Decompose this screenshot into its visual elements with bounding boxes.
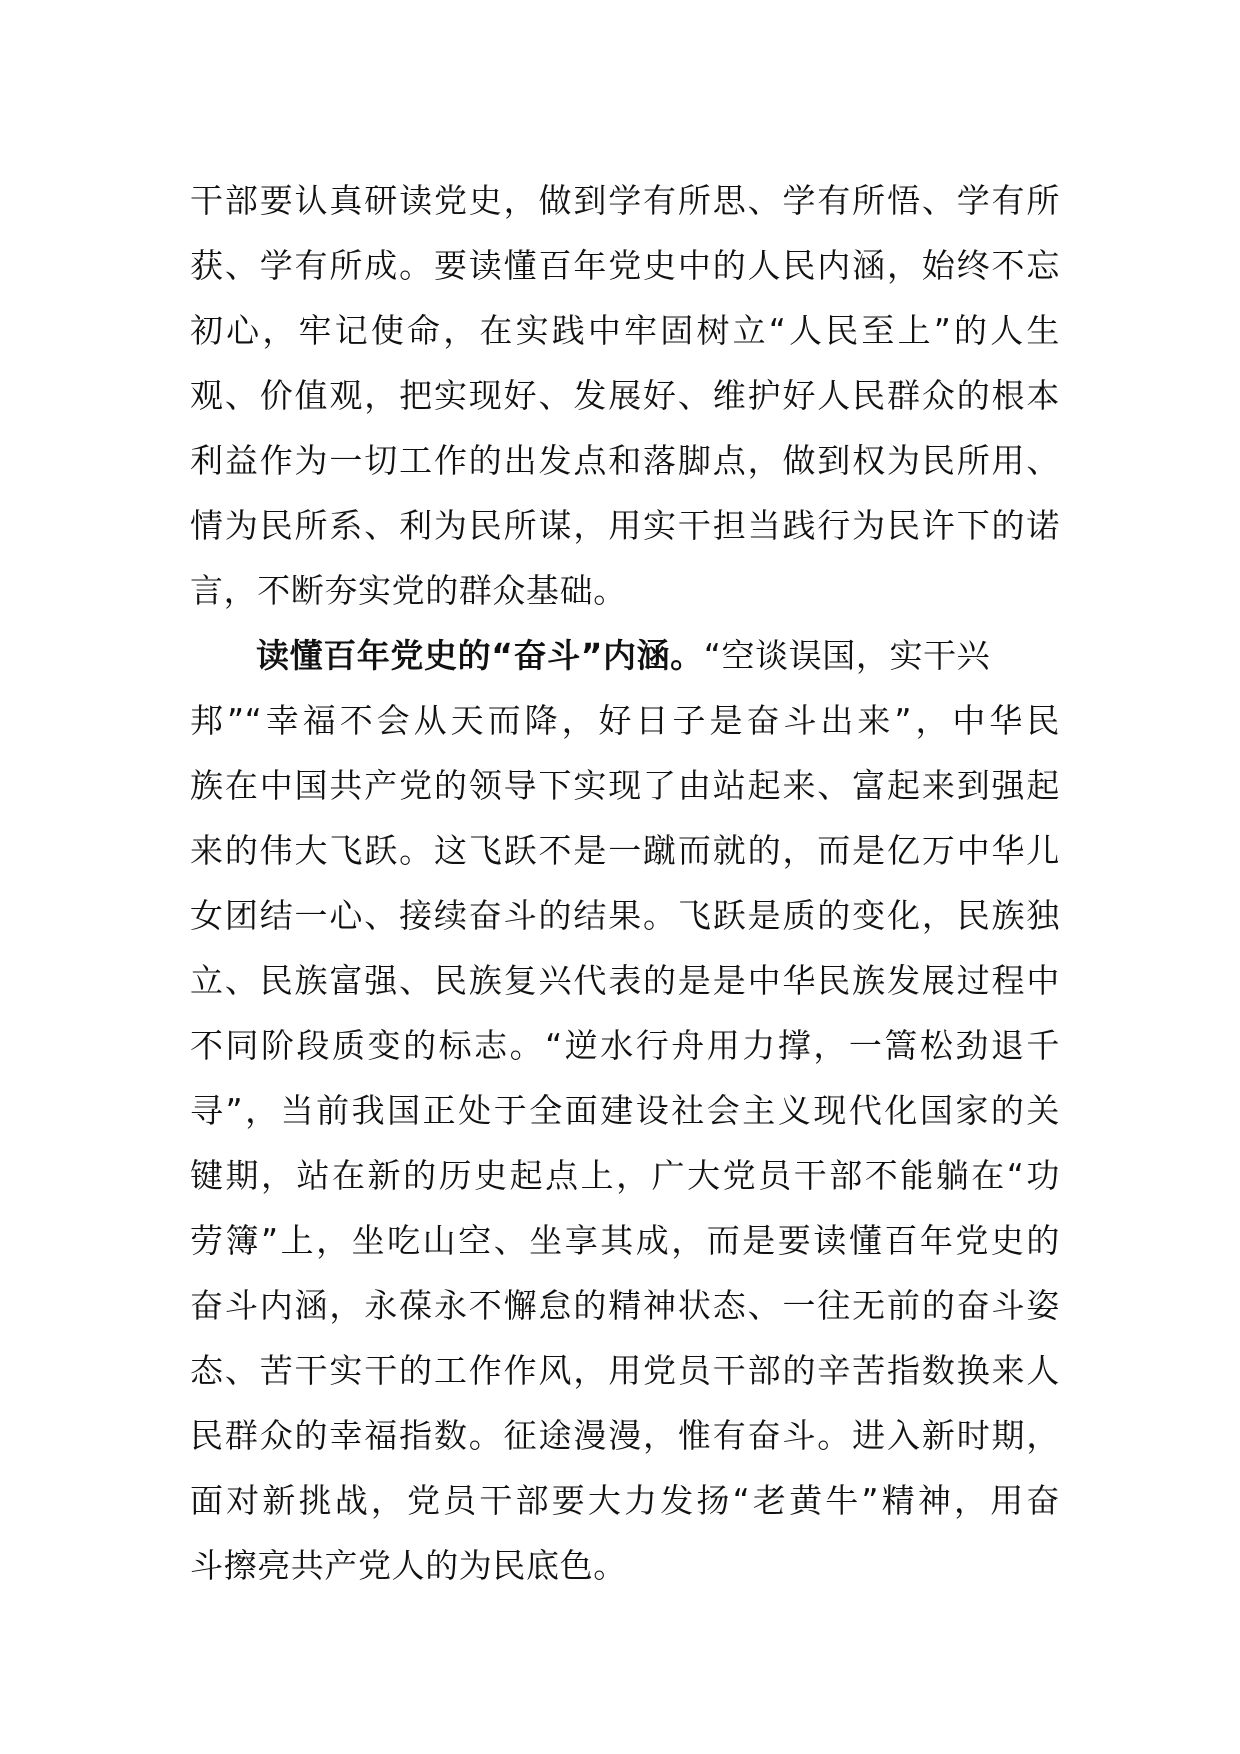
text-line: 获、学有所成。要读懂百年党史中的人民内涵，始终不忘 <box>190 246 1060 285</box>
paragraph-2 <box>190 623 1060 1598</box>
text-line: 初心，牢记使命，在实践中牢固树立“人民至上”的人生 <box>190 311 1060 350</box>
text-line: 态、苦干实干的工作作风，用党员干部的辛苦指数换来人 <box>190 1351 1060 1390</box>
paragraph-first-line <box>190 623 1060 688</box>
text-line: 来的伟大飞跃。这飞跃不是一蹴而就的，而是亿万中华儿 <box>190 831 1060 870</box>
text-line: 斗擦亮共产党人的为民底色。 <box>190 1546 627 1585</box>
text-line: 民群众的幸福指数。征途漫漫，惟有奋斗。进入新时期， <box>190 1416 1060 1455</box>
text-line: 利益作为一切工作的出发点和落脚点，做到权为民所用、 <box>190 441 1060 480</box>
paragraph-1 <box>190 168 1060 623</box>
text-line: 键期，站在新的历史起点上，广大党员干部不能躺在“功 <box>190 1156 1060 1195</box>
text-run: “空谈误国，实干兴 <box>703 636 991 675</box>
text-line: 寻”，当前我国正处于全面建设社会主义现代化国家的关 <box>190 1091 1060 1130</box>
text-line: 干部要认真研读党史，做到学有所思、学有所悟、学有所 <box>190 181 1060 220</box>
text-line: 女团结一心、接续奋斗的结果。飞跃是质的变化，民族独 <box>190 896 1060 935</box>
text-line: 情为民所系、利为民所谋，用实干担当践行为民许下的诺 <box>190 506 1060 545</box>
text-line: 观、价值观，把实现好、发展好、维护好人民群众的根本 <box>190 376 1060 415</box>
document-body <box>190 168 1060 1598</box>
text-line: 立、民族富强、民族复兴代表的是是中华民族发展过程中 <box>190 961 1060 1000</box>
text-line: 面对新挑战，党员干部要大力发扬“老黄牛”精神，用奋 <box>190 1481 1060 1520</box>
text-line: 不同阶段质变的标志。“逆水行舟用力撑，一篙松劲退千 <box>190 1026 1060 1065</box>
text-line: 族在中国共产党的领导下实现了由站起来、富起来到强起 <box>190 766 1060 805</box>
text-line: 奋斗内涵，永葆永不懈怠的精神状态、一往无前的奋斗姿 <box>190 1286 1060 1325</box>
text-line: 劳簿”上，坐吃山空、坐享其成，而是要读懂百年党史的 <box>190 1221 1060 1260</box>
text-line: 邦”“幸福不会从天而降，好日子是奋斗出来”，中华民 <box>190 701 1060 740</box>
text-line: 言，不断夯实党的群众基础。 <box>190 571 627 610</box>
section-heading: 读懂百年党史的“奋斗”内涵。 <box>256 636 704 675</box>
